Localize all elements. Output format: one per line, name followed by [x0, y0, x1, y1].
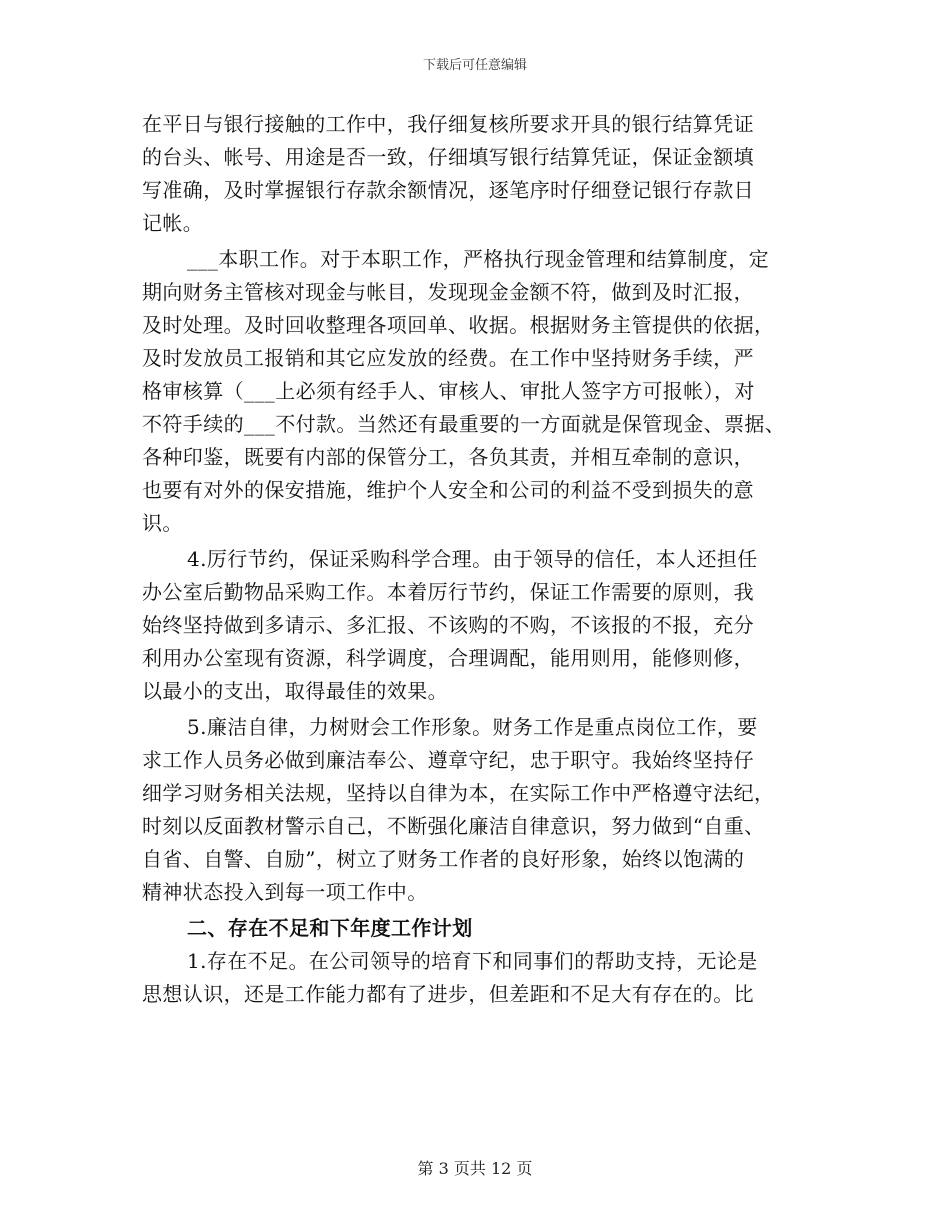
text-line: 以最小的支出，取得最佳的效果。	[142, 679, 448, 703]
section-heading: 二、存在不足和下年度工作计划	[187, 916, 473, 940]
text-line: 期向财务主管核对现金与帐目，发现现金金额不符，做到及时汇报，	[142, 280, 754, 304]
text-line: 细学习财务相关法规，坚持以自律为本，在实际工作中严格遵守法纪，	[142, 781, 775, 805]
text-line: 不符手续的___不付款。当然还有最重要的一方面就是保管现金、票据、	[142, 412, 786, 436]
text-line: 格审核算（___上必须有经手人、审核人、审批人签字方可报帐），对	[142, 379, 755, 403]
page-number: 第 3 页共 12 页	[417, 1159, 533, 1178]
text-line: 思想认识，还是工作能力都有了进步，但差距和不足大有存在的。比	[142, 982, 754, 1006]
text-line: 及时处理。及时回收整理各项回单、收据。根据财务主管提供的依据，	[142, 313, 775, 337]
text-line: 自省、自警、自励”，树立了财务工作者的良好形象，始终以饱满的	[142, 847, 745, 871]
text-line: 1.存在不足。在公司领导的培育下和同事们的帮助支持，无论是	[187, 949, 758, 973]
text-line: ___本职工作。对于本职工作，严格执行现金管理和结算制度，定	[187, 247, 769, 271]
text-line: 办公室后勤物品采购工作。本着厉行节约，保证工作需要的原则，我	[142, 580, 754, 604]
text-line: 识。	[142, 511, 183, 535]
text-line: 5.廉洁自律，力树财会工作形象。财务工作是重点岗位工作，要	[187, 715, 758, 739]
text-line: 记帐。	[142, 211, 204, 235]
text-line: 及时发放员工报销和其它应发放的经费。在工作中坚持财务手续，严	[142, 346, 754, 370]
page-header: 下载后可任意编辑	[422, 58, 527, 73]
text-line: 时刻以反面教材警示自己，不断强化廉洁自律意识，努力做到“自重、	[142, 814, 765, 838]
text-line: 的台头、帐号、用途是否一致，仔细填写银行结算凭证，保证金额填	[142, 145, 754, 169]
text-line: 4.厉行节约，保证采购科学合理。由于领导的信任，本人还担任	[187, 547, 758, 571]
text-line: 各种印鉴，既要有内部的保管分工，各负其责，并相互牵制的意识，	[142, 445, 754, 469]
text-line: 在平日与银行接触的工作中，我仔细复核所要求开具的银行结算凭证	[142, 112, 754, 136]
text-line: 利用办公室现有资源，科学调度，合理调配，能用则用，能修则修，	[142, 646, 754, 670]
text-line: 精神状态投入到每一项工作中。	[142, 880, 428, 904]
text-line: 也要有对外的保安措施，维护个人安全和公司的利益不受到损失的意	[142, 478, 754, 502]
text-line: 始终坚持做到多请示、多汇报、不该购的不购，不该报的不报，充分	[142, 613, 754, 637]
text-line: 求工作人员务必做到廉洁奉公、遵章守纪，忠于职守。我始终坚持仔	[142, 748, 754, 772]
document-body	[142, 108, 822, 1011]
text-line: 写准确，及时掌握银行存款余额情况，逐笔序时仔细登记银行存款日	[142, 178, 754, 202]
